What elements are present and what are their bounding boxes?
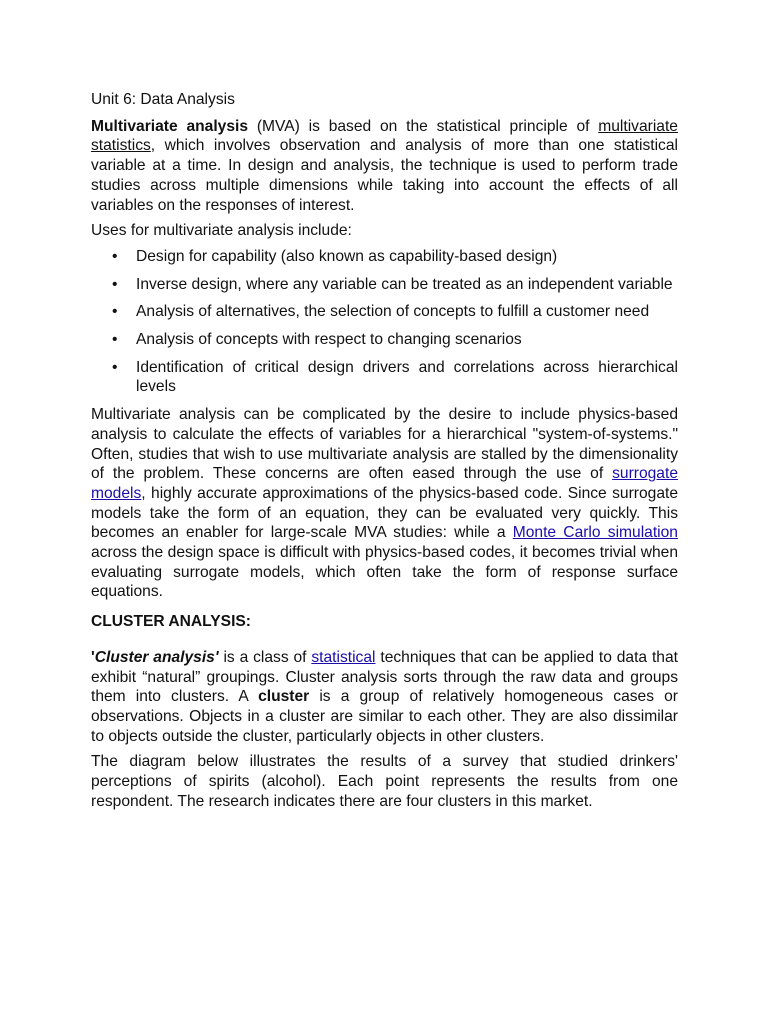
intro-paragraph [91,117,678,216]
list-item [91,275,678,295]
monte-carlo-simulation-link[interactable]: Monte Carlo simulation [512,524,678,542]
term-multivariate-analysis: Multivariate analysis [91,117,249,135]
term-cluster: cluster [258,688,310,706]
bullet-icon: • [112,275,118,293]
bullet-icon: • [112,247,118,265]
list-item-text: Analysis of concepts with respect to changing scenarios [136,331,522,349]
multivariate-statistics-link[interactable]: multivariate statistics [91,117,678,155]
intro-text-2: , which involves observation and analysis of more than one statistical variable at a time. In design and analysis, the technique is used to perform trade studies across multiple dimensions while taking into account the effects of all variables on the responses of interest. [91,137,678,214]
bullet-icon: • [112,303,118,321]
cluster-analysis-paragraph [91,648,678,747]
list-item [91,302,678,322]
uses-list [91,247,678,397]
bullet-icon: • [112,331,118,349]
cluster-text-3: is a group of relatively homogeneous cases or observations. Objects in a cluster are similar to each other. They are also dissimilar to objects outside the cluster, particularly objects in other clusters. [91,688,678,745]
cluster-text-2: techniques that can be applied to data that exhibit “natural” groupings. Cluster analysis sorts through the raw data and groups them into clusters. A [91,648,678,706]
unit-title: Unit 6: Data Analysis [91,91,235,108]
cluster-analysis-heading: CLUSTER ANALYSIS: [91,613,251,631]
list-item [91,247,678,267]
intro-text-1: (MVA) is based on the statistical principle of [248,117,599,135]
list-item-text: Identification of critical design drivers and correlations across hierarchical levels [136,358,678,396]
diagram-description-paragraph: The diagram below illustrates the results of a survey that studied drinkers' perceptions of spirits (alcohol). Each point represents the results from one respondent. The research indicates there are four clusters in this market. [91,753,678,810]
list-item [91,330,678,350]
list-item-text: Inverse design, where any variable can be treated as an independent variable [136,275,673,293]
cluster-text-1: is a class of [218,648,312,666]
mva-text-1: Multivariate analysis can be complicated by the desire to include physics-based analysis to calculate the effects of variables for a hierarchical "system-of-systems." Often, studies that wish to use multivariate analysis are stalled by the dimensionality of the problem. These concerns are often eased through the use of [91,406,678,483]
statistical-link[interactable]: statistical [311,648,376,666]
uses-intro: Uses for multivariate analysis include: [91,222,352,240]
list-item [91,358,678,397]
list-item-text: Design for capability (also known as capability-based design) [136,247,558,265]
list-item-text: Analysis of alternatives, the selection of concepts to fulfill a customer need [136,303,650,321]
mva-text-2: , highly accurate approximations of the physics-based code. Since surrogate models take the form of an equation, they can be evaluated very quickly. This becomes an enabler for large-scale MVA studies: while a [91,484,678,542]
opening-quote: ' [91,648,95,666]
bullet-icon: • [112,358,118,376]
document-body [91,90,678,812]
mva-complexity-paragraph [91,405,678,602]
term-cluster-analysis: Cluster analysis' [94,648,219,666]
mva-text-3: across the design space is difficult with physics-based codes, it becomes trivial when evaluating surrogate models, which often take the form of response surface equations. [91,544,678,601]
surrogate-models-link[interactable]: surrogate models [91,465,678,502]
